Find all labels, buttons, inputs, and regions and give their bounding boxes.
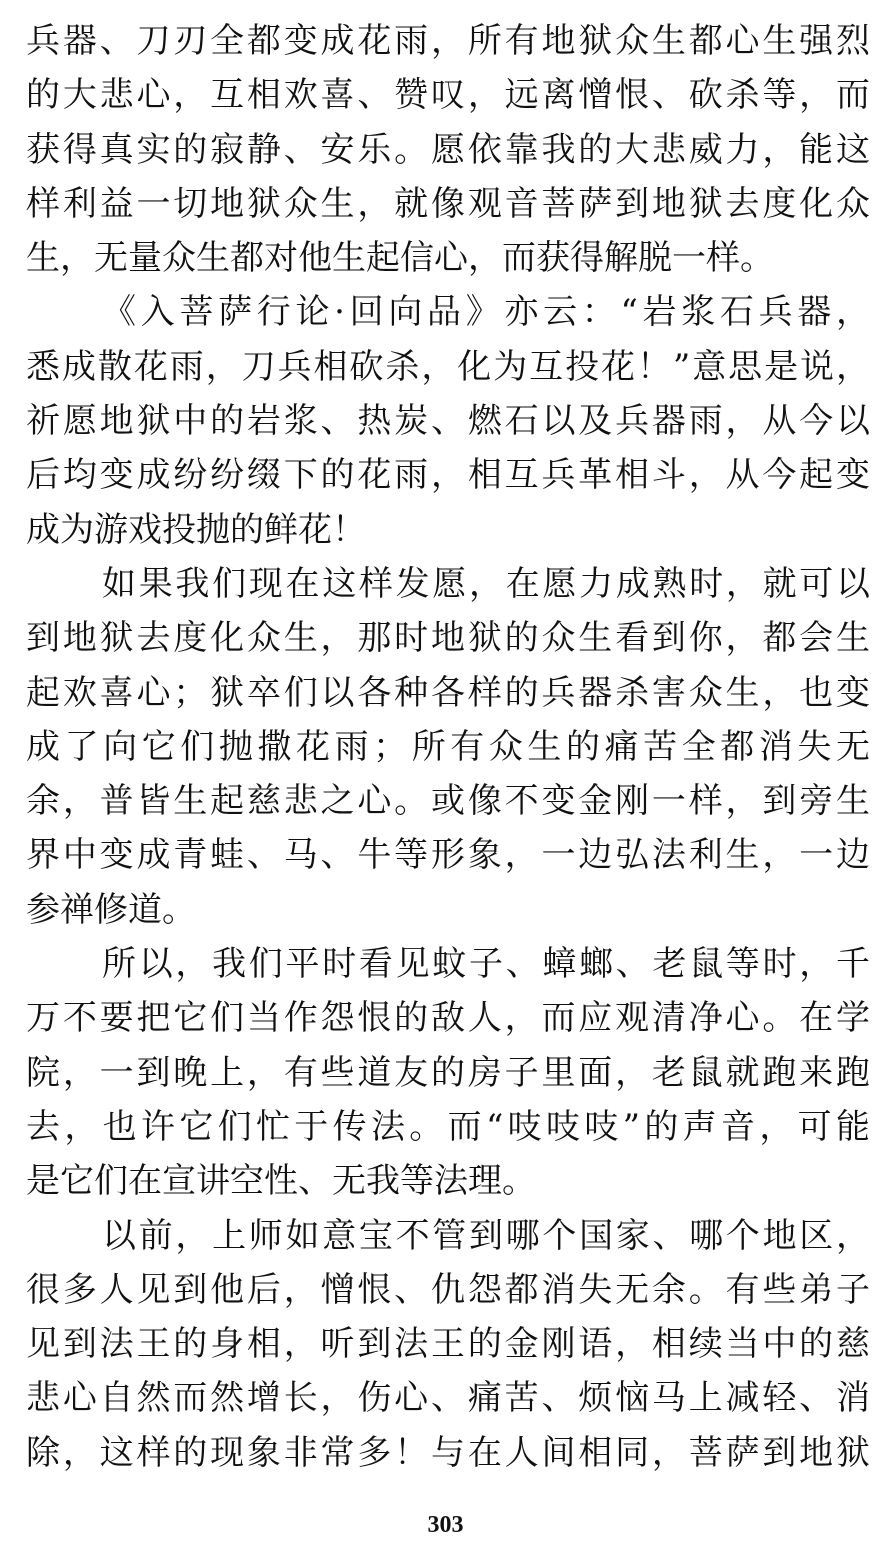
text-line: 参禅修道。 — [26, 889, 196, 930]
text-line: 兵器、刀刃全都变成花雨，所有地狱众生都心生强烈 — [26, 21, 870, 61]
body-text — [26, 14, 870, 1480]
text-line: 院，一到晚上，有些道友的房子里面，老鼠就跑来跑 — [26, 1052, 870, 1093]
text-line: 万不要把它们当作怨恨的敌人，而应观清净心。在学 — [26, 998, 870, 1039]
text-line: 的大悲心，互相欢喜、赞叹，远离憎恨、砍杀等，而 — [26, 75, 870, 116]
text-line: 成了向它们抛撒花雨；所有众生的痛苦全都消失无 — [26, 726, 870, 767]
text-line: 悲心自然而然增长，伤心、痛苦、烦恼马上减轻、消 — [26, 1378, 870, 1419]
text-line: 很多人见到他后，憎恨、仇怨都消失无余。有些弟子 — [26, 1269, 870, 1310]
text-line: 除，这样的现象非常多！与在人间相同，菩萨到地狱 — [26, 1432, 870, 1473]
text-line: 后均变成纷纷缀下的花雨，相互兵革相斗，从今起变 — [26, 455, 870, 496]
text-line: 界中变成青蛙、马、牛等形象，一边弘法利生，一边 — [26, 835, 870, 876]
text-line: 悉成散花雨，刀兵相砍杀，化为互投花！”意思是说， — [26, 346, 870, 387]
text-line: 去，也许它们忙于传法。而“吱吱吱”的声音，可能 — [26, 1106, 870, 1147]
text-line: 起欢喜心；狱卒们以各种各样的兵器杀害众生，也变 — [26, 672, 870, 713]
text-line: 是它们在宣讲空性、无我等法理。 — [26, 1161, 536, 1202]
text-line: 余，普皆生起慈悲之心。或像不变金刚一样，到旁生 — [26, 781, 870, 822]
text-line: 如果我们现在这样发愿，在愿力成熟时，就可以 — [102, 563, 870, 604]
text-line: 生，无量众生都对他生起信心，而获得解脱一样。 — [26, 238, 774, 279]
text-line: 见到法王的身相，听到法王的金刚语，相续当中的慈 — [26, 1324, 870, 1365]
text-line: 到地狱去度化众生，那时地狱的众生看到你，都会生 — [26, 618, 870, 659]
text-line: 成为游戏投抛的鲜花！ — [26, 509, 366, 550]
text-line: 所以，我们平时看见蚊子、蟑螂、老鼠等时，千 — [102, 944, 870, 985]
text-line: 以前，上师如意宝不管到哪个国家、哪个地区， — [102, 1215, 870, 1256]
text-line: 《入菩萨行论·回向品》亦云：“岩浆石兵器， — [102, 292, 870, 333]
page-number: 303 — [427, 1512, 464, 1538]
text-line: 获得真实的寂静、安乐。愿依靠我的大悲威力，能这 — [26, 129, 870, 170]
text-line: 样利益一切地狱众生，就像观音菩萨到地狱去度化众 — [26, 183, 870, 224]
text-line: 祈愿地狱中的岩浆、热炭、燃石以及兵器雨，从今以 — [26, 401, 870, 442]
